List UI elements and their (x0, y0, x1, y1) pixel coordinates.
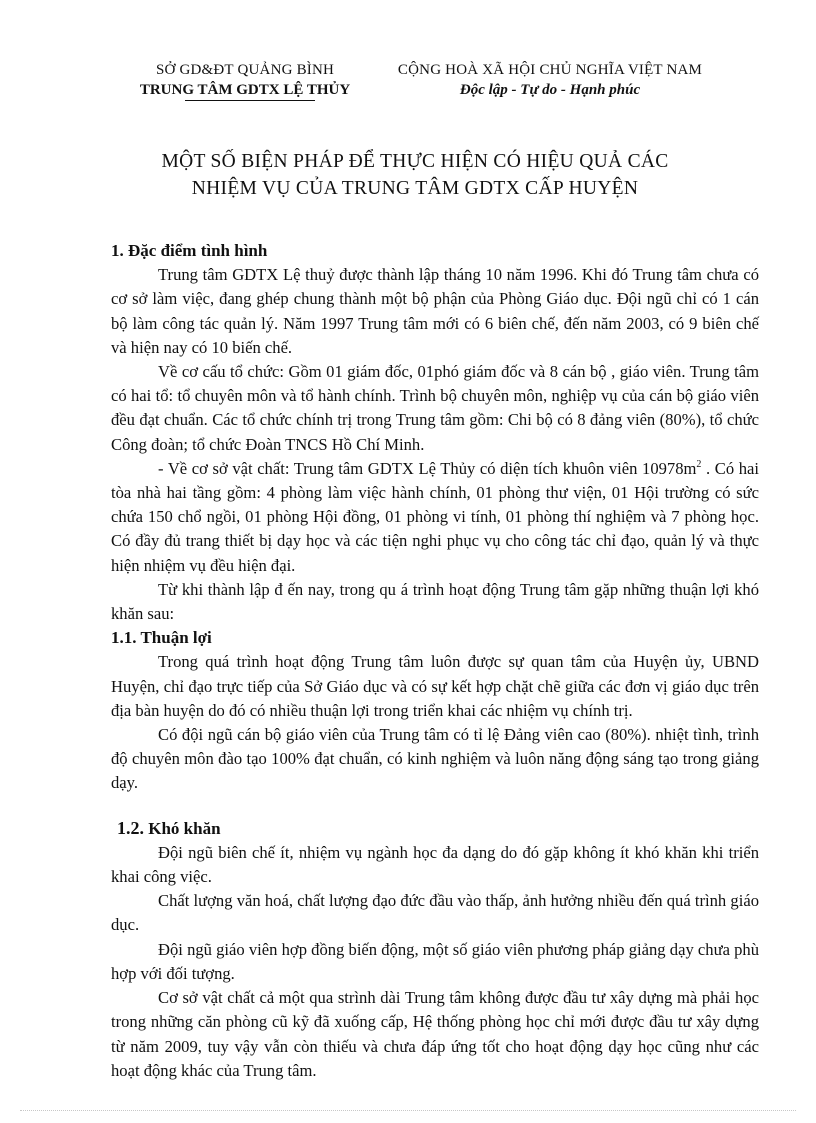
document-body (111, 239, 759, 1083)
paragraph-text: . Có hai tòa nhà hai tầng gồm: 4 phòng làm việc hành chính, 01 phòng thư viện, 01 Hội trường có sức chứa 150 chổ ngồi, 01 phòng Hội đồng, 01 phòng vi tính, 01 phòng thí nghiệm và 7 phòng học. Có đầy đủ trang thiết bị dạy học và các tiện nghi phục vụ cho công tác chỉ đạo, quản lý và thực hiện nhiệm vụ đều hiện đại. (111, 458, 759, 575)
paragraph: Về cơ cấu tổ chức: Gồm 01 giám đốc, 01phó giám đốc và 8 cán bộ , giáo viên. Trung tâm có hai tổ: tổ chuyên môn và tổ hành chính. Trình bộ chuyên môn, nghiệp vụ của cán bộ giáo viên đều đạt chuẩn. Các tổ chức chính trị trong Trung tâm gồm: Chi bộ có 8 đảng viên (80%), tổ chức Công đoàn; tổ chức Đoàn TNCS Hồ Chí Minh. (111, 362, 759, 454)
document-header (105, 60, 725, 108)
heading-text: Khó khăn (144, 818, 221, 838)
spacer (111, 796, 759, 816)
country-name: CỘNG HOÀ XÃ HỘI CHỦ NGHĨA VIỆT NAM (397, 62, 703, 78)
paragraph: Đội ngũ giáo viên hợp đồng biến động, một số giáo viên phương pháp giảng dạy chưa phù hợp với đối tượng. (111, 939, 759, 983)
page-bottom-divider (20, 1110, 796, 1111)
paragraph: Có đội ngũ cán bộ giáo viên của Trung tâm có tỉ lệ Đảng viên cao (80%). nhiệt tình, trình độ chuyên môn đào tạo 100% đạt chuẩn, có kinh nghiệm và luôn năng động sáng tạo trong giảng dạy. (111, 725, 759, 793)
title-line-1: MỘT SỐ BIỆN PHÁP ĐỂ THỰC HIỆN CÓ HIỆU QUẢ CÁC (161, 151, 669, 172)
paragraph: Từ khi thành lập đ ến nay, trong qu á trình hoạt động Trung tâm gặp những thuận lợi khó khăn sau: (111, 579, 759, 624)
motto-line: Độc lập - Tự do - Hạnh phúc (459, 82, 641, 98)
section-heading-1: 1. Đặc điểm tình hình (111, 241, 268, 260)
paragraph: Chất lượng văn hoá, chất lượng đạo đức đầu vào thấp, ảnh hưởng nhiều đến quá trình giáo dục. (111, 891, 759, 935)
paragraph (111, 457, 759, 578)
national-motto (375, 60, 725, 100)
center-name: TRUNG TÂM GDTX LỆ THỦY (139, 82, 351, 98)
paragraph: Trung tâm GDTX Lệ thuỷ được thành lập tháng 10 năm 1996. Khi đó Trung tâm chưa có cơ sở làm việc, đang ghép chung thành một bộ phận của Phòng Giáo dục. Đội ngũ chỉ có 1 cán bộ làm công tác quản lý. Năm 1997 Trung tâm mới có 6 biên chế, đến năm 2003, có 9 biên chế và hiện nay có 10 biến chế. (111, 265, 759, 357)
issuing-agency (105, 60, 385, 100)
section-heading-1-1: 1.1. Thuận lợi (111, 628, 212, 648)
document-title (100, 148, 730, 202)
paragraph: Đội ngũ biên chế ít, nhiệm vụ ngành học đa dạng do đó gặp không ít khó khăn khi triển khai công việc. (111, 842, 759, 887)
title-line-2: NHIỆM VỤ CỦA TRUNG TÂM GDTX CẤP HUYỆN (191, 178, 639, 199)
paragraph: Trong quá trình hoạt động Trung tâm luôn được sự quan tâm của Huyện ủy, UBND Huyện, chỉ đạo trực tiếp của Sở Giáo dục và có sự kết hợp chặt chẽ giữa các đơn vị giáo dục trên địa bàn huyện do đó có nhiều thuận lợi trong triển khai các nhiệm vụ chính trị. (111, 652, 759, 720)
agency-underline (185, 100, 315, 101)
paragraph-text: - Về cơ sở vật chất: Trung tâm GDTX Lệ Thủy có diện tích khuôn viên 10978m (158, 458, 697, 478)
department-name: SỞ GD&ĐT QUẢNG BÌNH (155, 62, 335, 78)
paragraph: Cơ sở vật chất cả một qua strình dài Trung tâm không được đầu tư xây dựng mà phải học trong những căn phòng cũ kỹ đã xuống cấp, Hệ thống phòng học chỉ mới được đầu tư xây dựng từ năm 2009, tuy vậy vẫn còn thiếu và chưa đáp ứng tốt cho hoạt động dạy học cũng như các hoạt động khác của Trung tâm. (111, 988, 759, 1080)
heading-number: 1.2. (117, 817, 144, 838)
section-heading-1-2 (111, 816, 759, 841)
superscript: 2 (696, 458, 702, 470)
